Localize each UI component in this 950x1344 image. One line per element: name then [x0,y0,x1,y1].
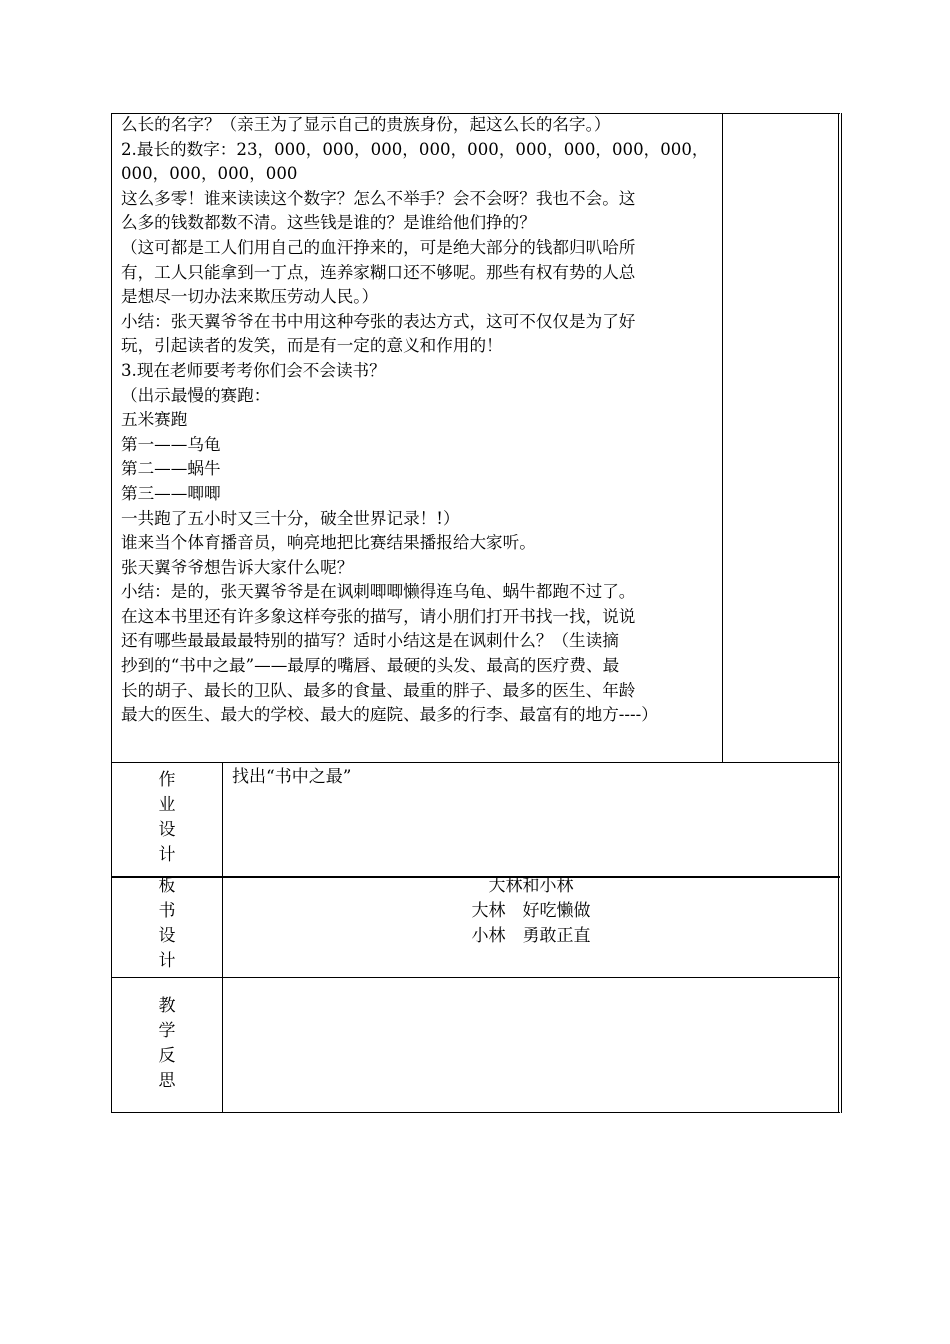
board-line: 大林 好吃懒做 [471,901,591,921]
body-line: （出示最慢的赛跑： [121,385,271,405]
board-title: 大林和小林 [488,876,574,896]
body-line: 小结：张天翼爷爷在书中用这种夸张的表达方式，这可不仅仅是为了好 [121,311,636,331]
body-line: 最大的医生、最大的学校、最大的庭院、最多的行李、最富有的地方----） [121,705,658,725]
homework-label [112,768,222,868]
label-char: 板 [158,876,176,896]
body-line: 张天翼爷爷想告诉大家什么呢？ [121,557,354,577]
label-char: 学 [158,1021,176,1041]
label-char: 设 [158,820,176,840]
label-char: 计 [158,951,176,971]
label-char: 书 [158,901,176,921]
body-line: 长的胡子、最长的卫队、最多的食量、最重的胖子、最多的医生、年龄 [121,680,636,700]
body-line: 有，工人只能拿到一丁点，连养家糊口还不够呢。那些有权有势的人总 [121,262,636,282]
table-border-right-double [841,113,842,1113]
body-line: 000，000，000，000 [121,164,298,184]
body-line: （这可都是工人们用自己的血汗挣来的，可是绝大部分的钱都归叭哈所 [121,237,636,257]
body-line: 抄到的“书中之最”——最厚的嘴唇、最硬的头发、最高的医疗费、最 [121,656,620,676]
body-line: 第二——蜗牛 [121,459,221,479]
lesson-body-text [121,113,721,728]
body-line: 小结：是的，张天翼爷爷是在讽刺唧唧懒得连乌龟、蜗牛都跑不过了。 [121,582,636,602]
label-char: 反 [158,1046,176,1066]
reflection-label [112,994,222,1094]
label-char: 作 [158,770,176,790]
body-line: 第一——乌龟 [121,434,221,454]
board-label [112,874,222,974]
body-line: 还有哪些最最最最特别的描写？适时小结这是在讽刺什么？（生读摘 [121,631,619,651]
body-line: 这么多零！谁来读读这个数字？怎么不举手？会不会呀？我也不会。这 [121,188,636,208]
label-char: 思 [158,1071,176,1091]
table-border-bottom [111,1112,840,1113]
notes-column-divider [722,113,723,763]
body-line: 么长的名字？（亲王为了显示自己的贵族身份，起这么长的名字。） [121,115,611,134]
board-content [224,874,838,949]
body-line: 3.现在老师要考考你们会不会读书？ [121,360,386,380]
label-char: 教 [158,996,176,1016]
label-column-divider [222,762,223,1113]
label-char: 业 [158,795,176,815]
board-line: 小林 勇敢正直 [471,926,591,946]
body-line: 五米赛跑 [121,410,188,430]
body-line: 么多的钱数都数不清。这些钱是谁的？是谁给他们挣的？ [121,213,536,233]
homework-content: 找出“书中之最” [232,767,352,787]
body-line: 在这本书里还有许多象这样夸张的描写，请小朋们打开书找一找，说说 [121,606,636,626]
body-line: 玩，引起读者的发笑，而是有一定的意义和作用的！ [121,336,503,356]
row-divider-reflection [111,977,840,978]
table-border-right [838,113,839,1113]
body-line: 第三——唧唧 [121,483,221,503]
body-line: 谁来当个体育播音员，响亮地把比赛结果播报给大家听。 [121,533,536,553]
label-char: 设 [158,926,176,946]
row-divider-homework [111,762,840,763]
body-line: 2.最长的数字：23，000，000，000，000，000，000，000，000，000， [121,139,709,159]
body-line: 是想尽一切办法来欺压劳动人民。） [121,287,379,307]
body-line: 一共跑了五小时又三十分，破全世界记录！!） [121,508,460,528]
label-char: 计 [158,845,176,865]
